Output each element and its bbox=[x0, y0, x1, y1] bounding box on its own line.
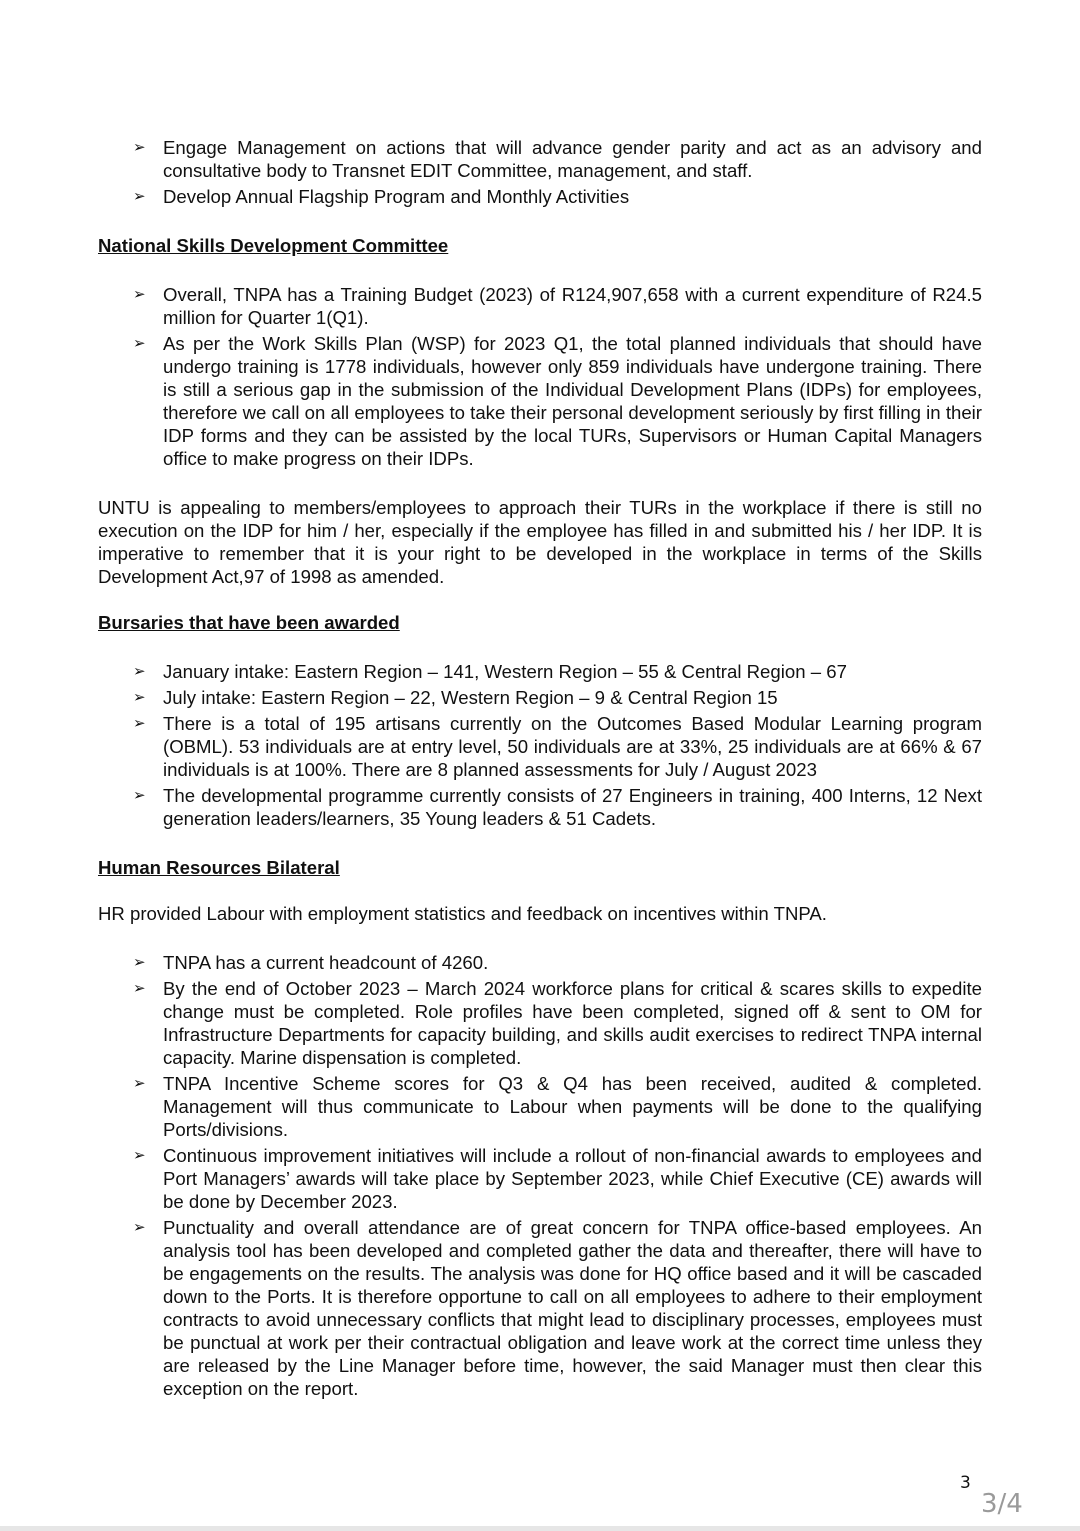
hr-bullet-list bbox=[98, 951, 982, 1400]
hr-intro: HR provided Labour with employment statistics and feedback on incentives within TNPA. bbox=[98, 903, 827, 924]
document-body bbox=[98, 136, 982, 1403]
section-heading-nsdc: National Skills Development Committee bbox=[98, 235, 449, 256]
list-item: ➢ Overall, TNPA has a Training Budget (2023) of R124,907,658 with a current expenditure of R24.5 million for Quarter 1(Q1). bbox=[163, 283, 982, 329]
list-item: ➢ January intake: Eastern Region – 141, Western Region – 55 & Central Region – 67 bbox=[163, 660, 982, 683]
page-number: 3 bbox=[960, 1473, 971, 1493]
section-heading-bursaries: Bursaries that have been awarded bbox=[98, 612, 400, 633]
top-bullet-list bbox=[98, 136, 982, 208]
list-item: ➢ There is a total of 195 artisans currently on the Outcomes Based Modular Learning program (OBML). 53 individuals are at entry level, 50 individuals are at 33%, 25 individuals are at 66% & 67 individuals is at 100%. There are 8 planned assessments for July / August 2023 bbox=[163, 712, 982, 781]
list-item: ➢ July intake: Eastern Region – 22, Western Region – 9 & Central Region 15 bbox=[163, 686, 982, 709]
nsdc-bullet-list bbox=[98, 283, 982, 470]
list-item: ➢ Develop Annual Flagship Program and Monthly Activities bbox=[163, 185, 982, 208]
list-item: ➢ By the end of October 2023 – March 2024 workforce plans for critical & scares skills to expedite change must be completed. Role profiles have been completed, signed off & sent to OM for Infrastructure Departments for capacity building, and skills audit exercises to redirect TNPA internal capacity. Marine dispensation is completed. bbox=[163, 977, 982, 1069]
list-item: ➢ TNPA has a current headcount of 4260. bbox=[163, 951, 982, 974]
list-item: ➢ Continuous improvement initiatives will include a rollout of non-financial awards to employees and Port Managers’ awards will take place by September 2023, while Chief Executive (CE) awards will be done by December 2023. bbox=[163, 1144, 982, 1213]
page-indicator: 3/4 bbox=[981, 1489, 1023, 1519]
list-item: ➢ Engage Management on actions that will advance gender parity and act as an advisory and consultative body to Transnet EDIT Committee, management, and staff. bbox=[163, 136, 982, 182]
section-heading-hr: Human Resources Bilateral bbox=[98, 857, 340, 878]
list-item: ➢ As per the Work Skills Plan (WSP) for 2023 Q1, the total planned individuals that should have undergo training is 1778 individuals, however only 859 individuals have undergone training. There is still a serious gap in the submission of the Individual Development Plans (IDPs) for employees, therefore we call on all employees to take their personal development seriously by first filling in their IDP forms and they can be assisted by the local TURs, Supervisors or Human Capital Managers office to make progress on their IDPs. bbox=[163, 332, 982, 470]
nsdc-paragraph: UNTU is appealing to members/employees to approach their TURs in the workplace if there is still no execution on the IDP for him / her, especially if the employee has filled in and submitted his / her IDP. It is imperative to remember that it is your right to be developed in the workplace in terms of the Skills Development Act,97 of 1998 as amended. bbox=[98, 497, 982, 587]
bursaries-bullet-list bbox=[98, 660, 982, 830]
list-item: ➢ Punctuality and overall attendance are of great concern for TNPA office-based employees. An analysis tool has been developed and completed gather the data and thereafter, there will have to be engagements on the results. The analysis was done for HQ office based and it will be cascaded down to the Ports. It is therefore opportune to call on all employees to adhere to their employment contracts to avoid unnecessary conflicts that might lead to disciplinary processes, employees must be punctual at work per their contractual obligation and leave work at the correct time unless they are released by the Line Manager before time, however, the said Manager must then clear this exception on the report. bbox=[163, 1216, 982, 1400]
list-item: ➢ TNPA Incentive Scheme scores for Q3 & Q4 has been received, audited & completed. Management will thus communicate to Labour when payments will be done to the qualifying Ports/divisions. bbox=[163, 1072, 982, 1141]
bottom-divider bbox=[0, 1526, 1080, 1531]
list-item: ➢ The developmental programme currently consists of 27 Engineers in training, 400 Interns, 12 Next generation leaders/learners, 35 Young leaders & 51 Cadets. bbox=[163, 784, 982, 830]
